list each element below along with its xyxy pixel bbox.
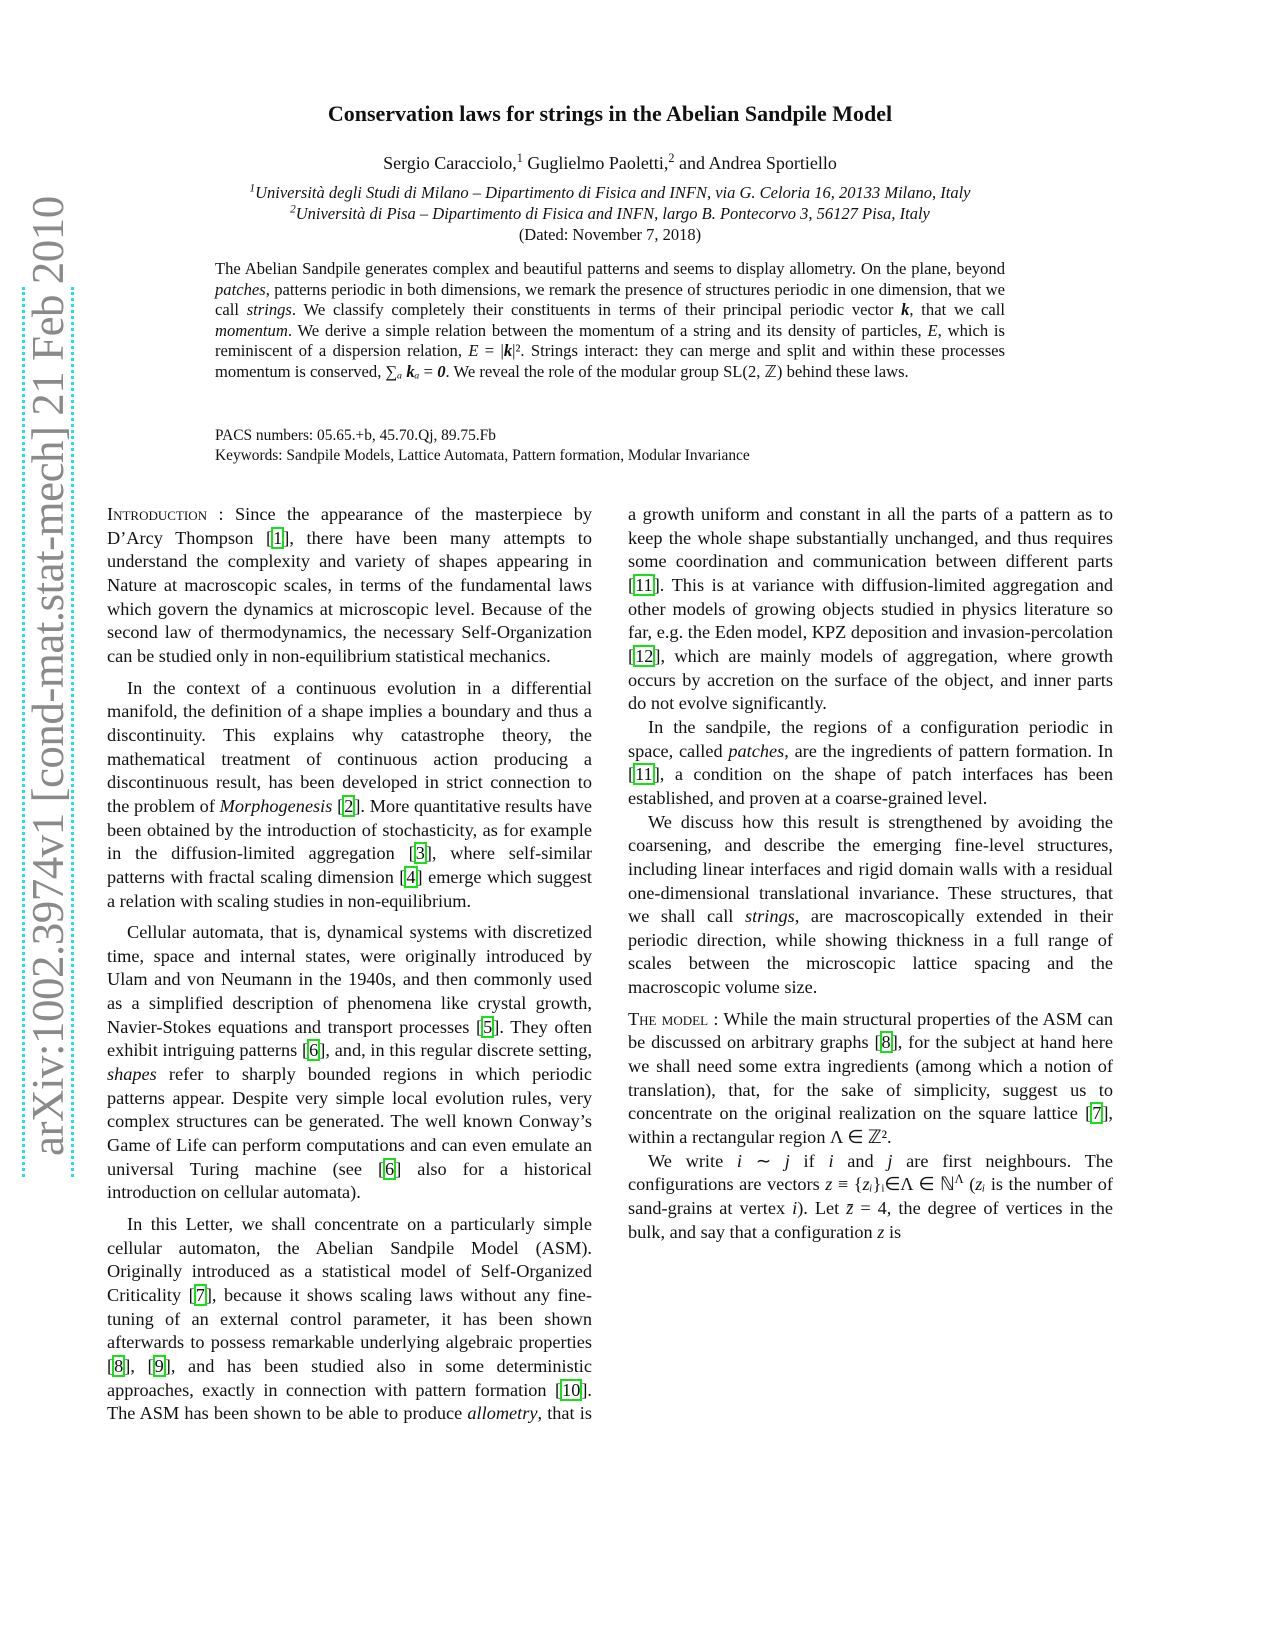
paragraph: Cellular automata, that is, dynamical systems with discretized time, space and internal states, were originally introduced by Ulam and von Neumann in the 1940s, and then commonly used as a simplified description of phenomena like crystal growth, Navier-Stokes equations and transport processes [5]. They often exhibit intriguing patterns [6], and, in this regular discrete setting, shapes refer to sharply bounded regions in which periodic patterns appear. Despite very simple local evolution rules, very complex structures can be generated. The well known Conway’s Game of Life can perform computations and can even emulate an universal Turing machine (see [6] also for a historical introduction on cellular automata). <box>107 922 592 1203</box>
text-run: = 4, the degree of vertices in the bulk, and say that a configuration <box>628 1198 1113 1242</box>
text-run: . This is at variance with diffusion-limited aggregation and other models of growing objects studied in physics literature so far, e.g. the Eden model, KPZ deposition and invasion-percolation <box>628 574 1113 643</box>
paragraph <box>628 811 1113 1000</box>
date-line: (Dated: November 7, 2018) <box>518 225 702 244</box>
text-run: In this Letter, we shall concentrate on a particularly simple cellular automaton, the Abelian Sandpile Model (ASM). Originally introduced as a statistical model of Self-Organized Criticality <box>107 1214 592 1305</box>
italic-text: j <box>887 1150 893 1171</box>
text-run: In the sandpile, the regions of a configuration periodic in space, called <box>628 716 1113 761</box>
text-run: also for a historical introduction on cellular automata). <box>107 1158 592 1203</box>
italic-text: Morphogenesis <box>219 795 333 816</box>
citation-link[interactable]: 8 <box>114 1355 124 1376</box>
text-run: We write <box>648 1150 737 1171</box>
italic-text: z̄ <box>846 1198 854 1219</box>
citation-link[interactable]: 3 <box>415 843 425 864</box>
author-name: Guglielmo Paoletti, <box>522 153 669 173</box>
text-run: is the number of sand-grains at vertex <box>628 1174 1113 1219</box>
author-name: and Andrea Sportiello <box>674 153 837 173</box>
text-run: = | <box>478 341 504 361</box>
text-run: , that we call <box>909 300 1005 320</box>
text-run: , that is a growth uniform and constant in all the parts of a pattern as to keep the whole shape substantially unchanged, and thus requires some coordination and communication between different parts <box>537 504 1113 1424</box>
citation-link[interactable]: 12 <box>635 645 654 666</box>
text-run: , a condition on the shape of patch interfaces has been established, and proven at a coarse-grained level. <box>628 764 1113 808</box>
bold-symbol: k <box>901 300 910 320</box>
italic-text: allometry <box>467 1403 538 1424</box>
text-run: if <box>789 1150 829 1171</box>
text-run: , and, in this regular discrete setting, <box>325 1040 592 1061</box>
text-run: is <box>884 1221 902 1242</box>
italic-text: strings <box>744 906 795 927</box>
affiliation-2 <box>0 204 1220 224</box>
italic-text: z <box>825 1174 833 1195</box>
italic-text: shapes <box>107 1064 157 1085</box>
section-heading: The model <box>628 1008 709 1029</box>
text-run: ). Let <box>797 1198 847 1219</box>
paragraph: In the context of a continuous evolution in a differential manifold, the definition of a shape implies a boundary and thus a discontinuity. This explains why catastrophe theory, the mathematical treatment of continuous action producing a discontinuous result, has been developed in strict connection to the problem of Morphogenesis [2]. More quantitative results have been obtained by the introduction of stochasticity, as for example in the diffusion-limited aggregation [3], where self-similar patterns with fractal scaling dimension [4] emerge which suggest a relation with scaling studies in non-equilibrium. <box>107 677 592 911</box>
text-run: . More quantitative results have been obtained by the introduction of stochasticity, as for example in the diffusion-limited aggregation <box>107 795 592 864</box>
paper-title: Conservation laws for strings in the Abelian Sandpile Model <box>327 101 893 126</box>
citation-link[interactable]: 6 <box>385 1158 395 1179</box>
bold-symbol: k <box>406 361 415 381</box>
pacs-numbers: PACS numbers: 05.65.+b, 45.70.Qj, 89.75.Fb <box>215 427 496 444</box>
italic-text: momentum <box>215 320 288 340</box>
bold-symbol: 0 <box>437 361 446 381</box>
text-run: }ᵢ∈Λ ∈ ℕ <box>872 1174 955 1195</box>
text-run: refer to sharply bounded regions in which periodic patterns appear. Despite very simple local evolution rules, very complex structures can be generated. The well known Conway’s Game of Life can perform computations and can even emulate an universal Turing machine (see <box>107 1064 592 1179</box>
citation-link[interactable]: 11 <box>635 574 653 595</box>
text-run: , are macroscopically extended in their periodic direction, while showing thickness in a full range of scales between the microscopic lattice spacing and the macroscopic volume size. <box>628 906 1113 998</box>
text-run: Cellular automata, that is, dynamical systems with discretized time, space and internal states, were originally introduced by Ulam and von Neumann in the 1940s, and then commonly used as a simplified description of phenomena like crystal growth, Navier-Stokes equations and transport processes <box>107 922 592 1037</box>
italic-text: zᵢ <box>862 1174 873 1195</box>
italic-text: ₐ <box>414 361 420 381</box>
text-run: = <box>419 361 438 381</box>
text-run: The Abelian Sandpile generates complex and beautiful patterns and seems to display allometry. On the plane, beyond <box>215 259 1005 278</box>
affiliation-mark: 1 <box>249 182 256 195</box>
text-run: , are the ingredients of pattern formation. In <box>784 740 1113 761</box>
paragraph: Introduction : Since the appearance of the masterpiece by D’Arcy Thompson [1], there have been many attempts to understand the complexity and variety of shapes appearing in Nature at macroscopic scales, in terms of the fundamental laws which govern the dynamics at microscopic level. Because of the second law of thermodynamics, the necessary Self-Organization can be studied only in non-equilibrium statistical mechanics. <box>107 504 592 666</box>
bold-symbol: k <box>503 341 513 361</box>
pacs-keywords <box>215 426 750 465</box>
text-run: emerge which suggest a relation with scaling studies in non-equilibrium. <box>107 866 592 911</box>
text-run: . They often exhibit intriguing patterns <box>107 1016 592 1061</box>
citation-link[interactable]: 4 <box>406 866 416 887</box>
text-run: . The ASM has been shown to be able to produce <box>107 1379 592 1424</box>
arxiv-stamp[interactable]: arXiv:1002.3974v1 [cond-mat.stat-mech] 21 Feb 2010 <box>23 196 73 1156</box>
author-affiliation-mark: 2 <box>668 151 675 165</box>
text-run: , <box>130 1355 148 1376</box>
paragraph: In this Letter, we shall concentrate on a particularly simple cellular automaton, the Abelian Sandpile Model (ASM). Originally introduced as a statistical model of Self-Organized Criticality [7], because it shows scaling laws without any fine-tuning of an external control parameter, it has been shown afterwards to possess remarkable underlying algebraic properties [8], [9], and has been studied also in some deterministic approaches, exactly in connection with pattern formation [10]. The ASM has been shown to be able to produce allometry, that is a growth uniform and constant in all the parts of a pattern as to keep the whole shape substantially unchanged, and thus requires some coordination and communication between different parts [11]. This is at variance with diffusion-limited aggregation and other models of growing objects studied in physics literature so far, e.g. the Eden model, KPZ deposition and invasion-percolation [12], which are mainly models of aggregation, where growth occurs by accretion on the surface of the object, and inner parts do not evolve significantly. <box>107 504 1113 1424</box>
italic-text: i <box>736 1150 742 1171</box>
italic-text: patches <box>215 279 266 299</box>
text-run: , patterns periodic in both dimensions, we remark the presence of structures periodic in one dimension, that we call <box>215 279 1005 320</box>
text-run: , because it shows scaling laws without any fine-tuning of an external control parameter, it has been shown afterwards to possess remarkable underlying algebraic properties <box>107 1285 592 1353</box>
text-run: ∼ <box>742 1150 785 1171</box>
affiliation-1 <box>0 183 1220 203</box>
citation-link[interactable]: 7 <box>1092 1103 1102 1124</box>
text-run: , which is reminiscent of a dispersion relation, <box>215 320 1005 361</box>
paragraph <box>628 1150 1113 1245</box>
author-affiliation-mark: 1 <box>516 151 523 165</box>
paragraph: In the sandpile, the regions of a configuration periodic in space, called patches, are the ingredients of pattern formation. In [11], a condition on the shape of patch interfaces has been established, and proven at a coarse-grained level. <box>628 716 1113 808</box>
text-run: , there have been many attempts to understand the complexity and variety of shapes appearing in Nature at macroscopic scales, in terms of the fundamental laws which govern the dynamics at microscopic level. Because of the second law of thermodynamics, the necessary Self-Organization can be studied only in non-equilibrium statistical mechanics. <box>107 527 592 666</box>
text-run: are first neighbours. The configurations are vectors <box>628 1150 1113 1195</box>
citation-link[interactable]: 10 <box>562 1379 581 1400</box>
text-run: |². Strings interact: they can merge and split and within these processes momentum is conserved, ∑ <box>215 341 1005 381</box>
italic-text: j <box>784 1150 790 1171</box>
text-run: ≡ { <box>832 1174 863 1195</box>
text-run: : While the main structural properties of the ASM can be discussed on arbitrary graphs <box>628 1008 1113 1053</box>
text-run: . We classify completely their constituents in terms of their principal periodic vector <box>291 300 902 320</box>
italic-text: zᵢ <box>975 1174 986 1195</box>
italic-text: i <box>792 1198 798 1219</box>
citation-link[interactable]: 5 <box>483 1016 493 1037</box>
italic-text: z <box>877 1221 885 1242</box>
citation-link[interactable]: 11 <box>635 764 653 785</box>
author-name: Sergio Caracciolo, <box>383 153 517 173</box>
keywords: Keywords: Sandpile Models, Lattice Automata, Pattern formation, Modular Invariance <box>215 446 750 464</box>
text-run: and <box>833 1150 888 1171</box>
italic-text: ₐ <box>397 361 403 381</box>
italic-text: strings <box>246 300 292 320</box>
text-run: , for the subject at hand here we shall need some extra ingredients (among which a notion of translation), that, for the sake of simplicity, suggest us to concentrate on the original realization on the square lattice <box>628 1032 1113 1124</box>
citation-link[interactable]: 6 <box>309 1040 319 1061</box>
citation-link[interactable]: 2 <box>344 795 354 816</box>
text-run: , and has been studied also in some deterministic approaches, exactly in connection with pattern formation <box>107 1355 592 1400</box>
text-run: : Since the appearance of the masterpiece by D’Arcy Thompson <box>107 504 592 548</box>
affiliation-text: Università di Pisa – Dipartimento di Fisica and INFN, largo B. Pontecorvo 3, 56127 Pisa, Italy <box>295 204 930 223</box>
text-run: , where self-similar patterns with fractal scaling dimension <box>107 843 592 887</box>
text-run <box>332 796 337 816</box>
text-run: ( <box>963 1174 976 1195</box>
body-text <box>107 503 1113 1448</box>
text-run: We discuss how this result is strengthened by avoiding the coarsening, and describe the emerging fine-level structures, including linear interfaces and rigid domain walls with a residual one-dimensional translational invariance. These structures, that we shall call <box>628 811 1113 927</box>
citation-link[interactable]: 9 <box>154 1355 164 1376</box>
paragraph: The model : While the main structural properties of the ASM can be discussed on arbitrary graphs [8], for the subject at hand here we shall need some extra ingredients (among which a notion of translation), that, for the sake of simplicity, suggest us to concentrate on the original realization on the square lattice [7], within a rectangular region Λ ∈ ℤ². <box>628 1008 1113 1148</box>
text-run: In the context of a continuous evolution in a differential manifold, the definition of a shape implies a boundary and thus a discontinuity. This explains why catastrophe theory, the mathematical treatment of continuous action producing a discontinuous result, has been developed in strict connection to the problem of <box>107 677 592 816</box>
italic-text: i <box>828 1150 834 1171</box>
italic-text: E <box>468 341 479 361</box>
italic-text: E <box>927 320 938 340</box>
citation-link[interactable]: 7 <box>195 1285 205 1305</box>
text-run: , within a rectangular region Λ ∈ ℤ². <box>628 1103 1113 1148</box>
abstract <box>215 259 1005 383</box>
author-list <box>0 153 1220 174</box>
citation-link[interactable]: 1 <box>273 527 283 548</box>
affiliation-mark: 2 <box>290 203 296 216</box>
italic-text: patches <box>728 740 785 761</box>
text-run: . We derive a simple relation between the momentum of a string and its density of particles, <box>287 320 928 340</box>
superscript: Λ <box>954 1172 964 1187</box>
text-run: . We reveal the role of the modular group SL(2, ℤ) behind these laws. <box>445 361 909 381</box>
text-run: , which are mainly models of aggregation, where growth occurs by accretion on the surface of the object, and inner parts do not evolve significantly. <box>628 645 1113 714</box>
section-heading: Introduction <box>107 504 207 524</box>
citation-link[interactable]: 8 <box>881 1032 891 1053</box>
affiliation-text: Università degli Studi di Milano – Dipartimento di Fisica and INFN, via G. Celoria 16, 20133 Milano, Italy <box>255 183 971 202</box>
